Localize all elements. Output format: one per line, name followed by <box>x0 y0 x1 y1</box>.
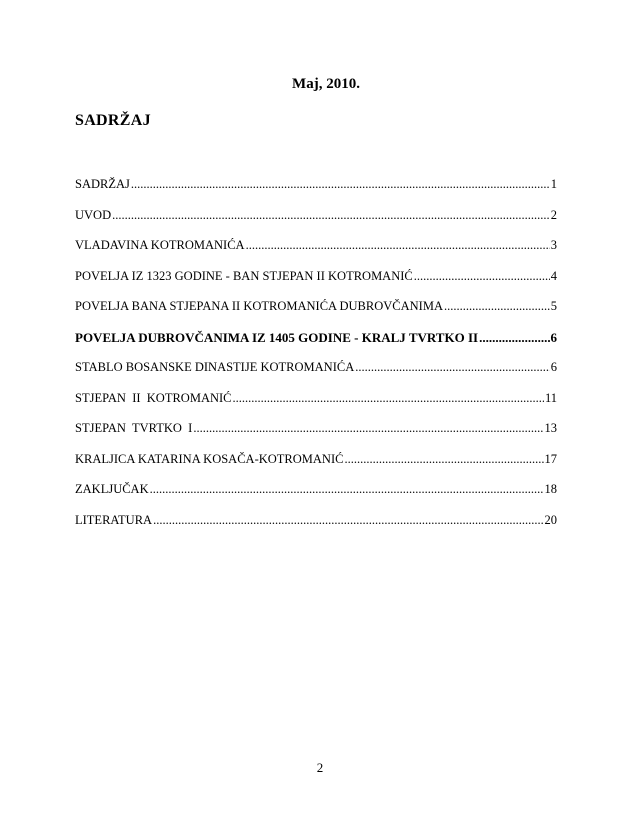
toc-leader-dots <box>153 513 543 528</box>
toc-entry-title: POVELJA IZ 1323 GODINE - BAN STJEPAN II KOTROMANIĆ <box>75 268 413 283</box>
toc-entry-sadrzaj[interactable] <box>75 177 557 208</box>
toc-entry-katarina[interactable] <box>75 452 557 483</box>
toc-entry-page: 11 <box>544 390 557 405</box>
toc-entry-page: 2 <box>550 207 557 222</box>
toc-entry-stjepan-ii[interactable] <box>75 391 557 422</box>
toc-leader-dots <box>233 391 544 406</box>
toc-leader-dots <box>479 330 549 346</box>
toc-entry-stablo[interactable] <box>75 360 557 391</box>
toc-entry-zakljucak[interactable] <box>75 482 557 513</box>
toc-entry-title: STJEPAN TVRTKO I <box>75 421 193 435</box>
toc-heading: SADRŽAJ <box>75 112 151 129</box>
toc-entry-page: 13 <box>544 421 557 435</box>
toc-entry-page: 20 <box>544 512 557 527</box>
toc-entry-page: 5 <box>550 299 557 313</box>
toc-leader-dots <box>246 238 550 253</box>
toc-entry-title: STABLO BOSANSKE DINASTIJE KOTROMANIĆA <box>75 360 355 374</box>
toc-leader-dots <box>112 208 550 223</box>
toc-entry-page: 6 <box>550 329 557 345</box>
toc-leader-dots <box>355 360 550 375</box>
toc-leader-dots <box>150 482 544 497</box>
toc-entry-title: STJEPAN II KOTROMANIĆ <box>75 390 232 405</box>
table-of-contents <box>75 177 557 543</box>
toc-entry-title: ZAKLJUČAK <box>75 482 149 496</box>
toc-entry-page: 3 <box>550 238 557 252</box>
toc-entry-page: 17 <box>544 451 557 466</box>
toc-leader-dots <box>414 269 550 284</box>
toc-leader-dots <box>193 421 543 436</box>
toc-entry-title: SADRŽAJ <box>75 177 130 191</box>
toc-entry-povelja-1323[interactable] <box>75 269 557 300</box>
toc-entry-povelja-1405[interactable] <box>75 330 557 361</box>
toc-entry-page: 1 <box>550 177 557 191</box>
page-number: 2 <box>316 760 324 775</box>
toc-entry-title: LITERATURA <box>75 512 153 527</box>
toc-entry-page: 6 <box>550 360 557 374</box>
toc-entry-title: VLADAVINA KOTROMANIĆA <box>75 238 245 252</box>
toc-entry-literatura[interactable] <box>75 513 557 544</box>
toc-entry-povelja-bana[interactable] <box>75 299 557 330</box>
toc-entry-uvod[interactable] <box>75 208 557 239</box>
toc-entry-title: KRALJICA KATARINA KOSAČA-KOTROMANIĆ <box>75 451 344 466</box>
toc-entry-page: 18 <box>544 482 557 496</box>
toc-entry-title: UVOD <box>75 207 112 222</box>
toc-leader-dots <box>131 177 550 192</box>
toc-entry-tvrtko-i[interactable] <box>75 421 557 452</box>
document-date: Maj, 2010. <box>292 76 360 92</box>
toc-entry-title: POVELJA BANA STJEPANA II KOTROMANIĆA DUBROVČANIMA <box>75 299 443 313</box>
toc-entry-vladavina[interactable] <box>75 238 557 269</box>
toc-entry-title: POVELJA DUBROVČANIMA IZ 1405 GODINE - KRALJ TVRTKO II <box>75 329 479 345</box>
toc-entry-page: 4 <box>550 268 557 283</box>
toc-leader-dots <box>344 452 543 467</box>
toc-leader-dots <box>444 299 550 314</box>
